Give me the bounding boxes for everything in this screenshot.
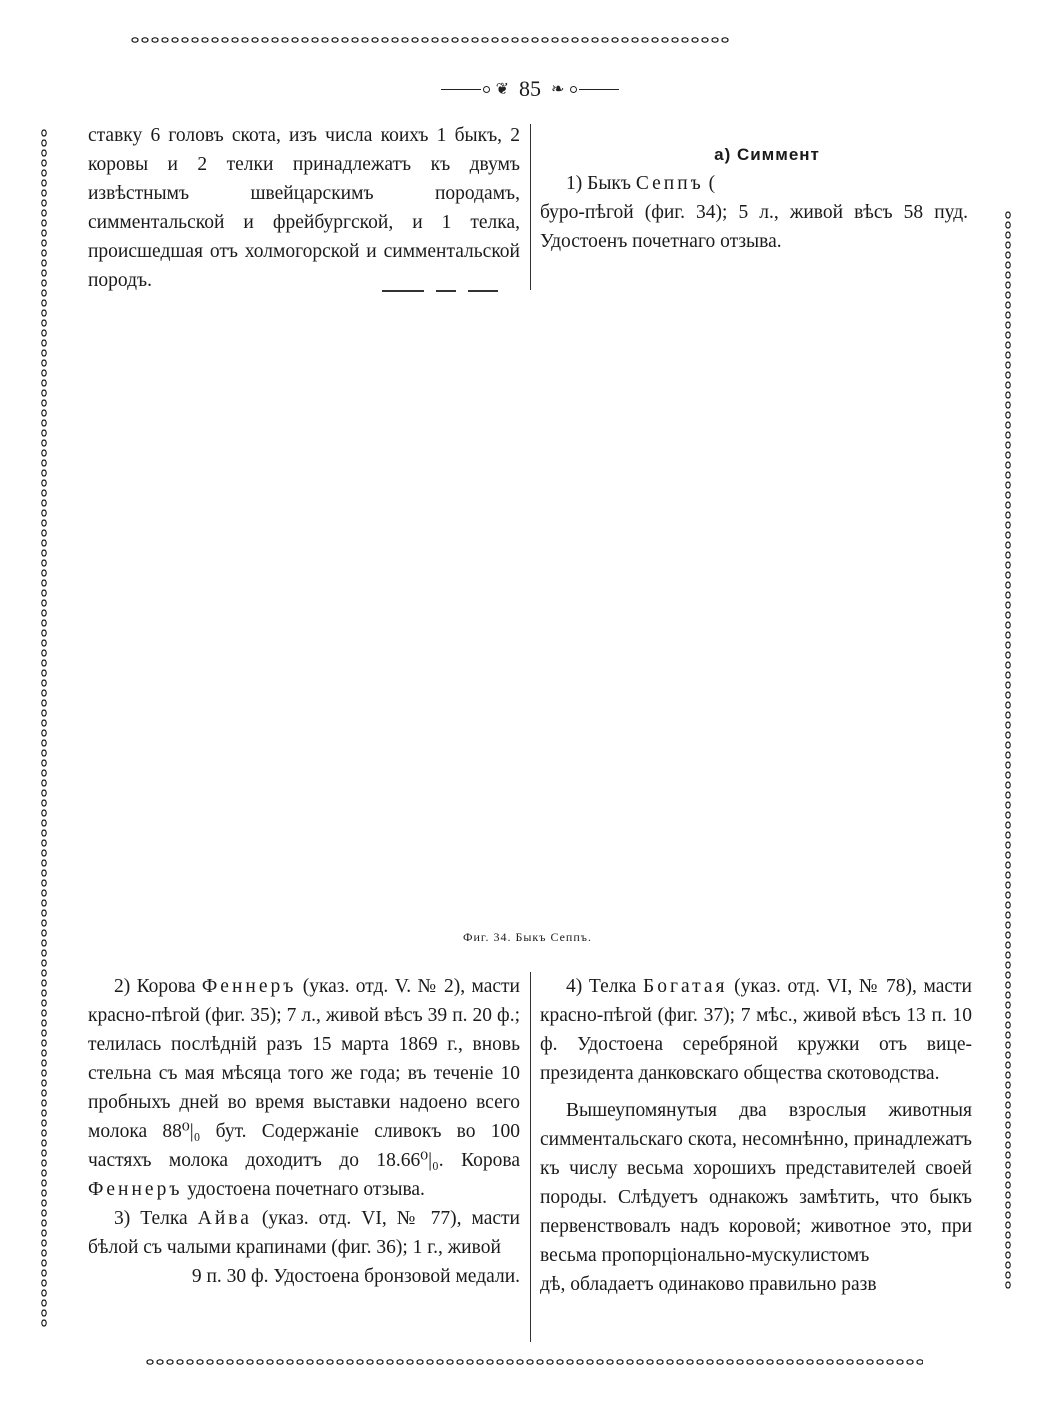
dash — [436, 290, 456, 292]
entry-bull-sepp — [540, 169, 968, 198]
top-chain-border — [130, 36, 730, 44]
bottom-chain-border — [145, 1358, 923, 1366]
entry-rest: ( — [703, 173, 716, 194]
bottom-column-divider — [530, 972, 531, 1342]
commentary-continuation: дѣ, обладаетъ одинаково правильно разв — [540, 1274, 877, 1295]
bottom-left-column — [88, 972, 520, 1291]
figure-34-illustration — [30, 300, 1020, 920]
top-column-divider — [530, 124, 531, 290]
entry-heifer-bogataya — [540, 972, 972, 1088]
entry-cow-fenner — [88, 972, 520, 1204]
commentary-paragraph: Вышеупомянутыя два взрослыя животныя симментальскаго скота, несомнѣнно, принадлежатъ къ числу весьма хорошихъ представителей своей породы. Слѣдуетъ однакожъ замѣтить, что быкъ первенствовалъ надъ коровой; животное это, при весьма пропорціонально-мускулистомъ — [540, 1100, 972, 1266]
top-left-column — [88, 121, 520, 295]
intro-paragraph: ставку 6 головъ скота, изъ числа коихъ 1 быкъ, 2 коровы и 2 телки принадлежатъ къ двумъ извѣстнымъ швейцарскимъ породамъ, симментальской и фрейбургской, и 1 телка, происшедшая отъ холмогорской и симментальской породъ. — [88, 125, 520, 291]
entry-heifer-aiva — [88, 1204, 520, 1262]
entry-name: Айва — [197, 1208, 252, 1229]
ornament-knot-left-icon: ❦ — [495, 81, 509, 98]
entry-tail: удостоена почетнаго отзыва. — [182, 1179, 425, 1200]
separator-dashes — [382, 290, 498, 292]
ornament-knot-right-icon: ❧ — [551, 81, 565, 98]
entry-text: (указ. отд. V. № 2), масти красно-пѣгой (фиг. 35); 7 л., живой вѣсъ 39 п. 20 ф.; телилась послѣдній разъ 15 марта 1869 г., вновь стельна съ мая мѣсяца того же года; въ теченіе 10 пробныхъ дней во время выставки надоено всего молока 88⁰|₀ бут. Содержаніе сливокъ во 100 частяхъ молока доходитъ до 18.66⁰|₀. Корова — [88, 976, 520, 1171]
entry-text: (указ. отд. VI, № 77), масти бѣлой съ чалыми крапинами (фиг. 36); 1 г., живой — [88, 1208, 520, 1258]
entry-prefix: 4) Телка — [566, 976, 643, 997]
entry-prefix: 2) Корова — [114, 976, 202, 997]
ornament-dot-left — [483, 86, 490, 93]
ornament-line-left — [441, 89, 481, 90]
entry-heifer-aiva-continuation: 9 п. 30 ф. Удостоена бронзовой медали. — [191, 1266, 520, 1287]
page-header — [440, 74, 620, 104]
entry-name: Сеппъ — [635, 173, 704, 194]
entry-name: Феннеръ — [201, 976, 297, 997]
dash — [468, 290, 498, 292]
bottom-right-column — [540, 972, 972, 1299]
top-right-column — [540, 140, 968, 256]
dash — [382, 290, 424, 292]
ornament-line-right — [579, 89, 619, 90]
entry-name-repeat: Феннеръ — [88, 1179, 183, 1200]
entry-bull-sepp-continuation: буро-пѣгой (фиг. 34); 5 л., живой вѣсъ 58 пуд. Удостоенъ почетнаго отзыва. — [540, 202, 968, 252]
section-heading: а) Симмент — [714, 145, 820, 164]
entry-text: (указ. отд. VI, № 78), масти красно-пѣгой (фиг. 37); 7 мѣс., живой вѣсъ 13 п. 10 ф. Удостоена серебряной кружки отъ вице-президента данковскаго общества скотоводства. — [540, 976, 972, 1084]
entry-name: Богатая — [643, 976, 728, 997]
entry-prefix: 3) Телка — [114, 1208, 198, 1229]
ornament-dot-right — [570, 86, 577, 93]
figure-caption: Фиг. 34. Быкъ Сеппъ. — [463, 930, 592, 944]
entry-prefix: 1) Быкъ — [566, 173, 636, 194]
page-number: 85 — [519, 76, 541, 101]
